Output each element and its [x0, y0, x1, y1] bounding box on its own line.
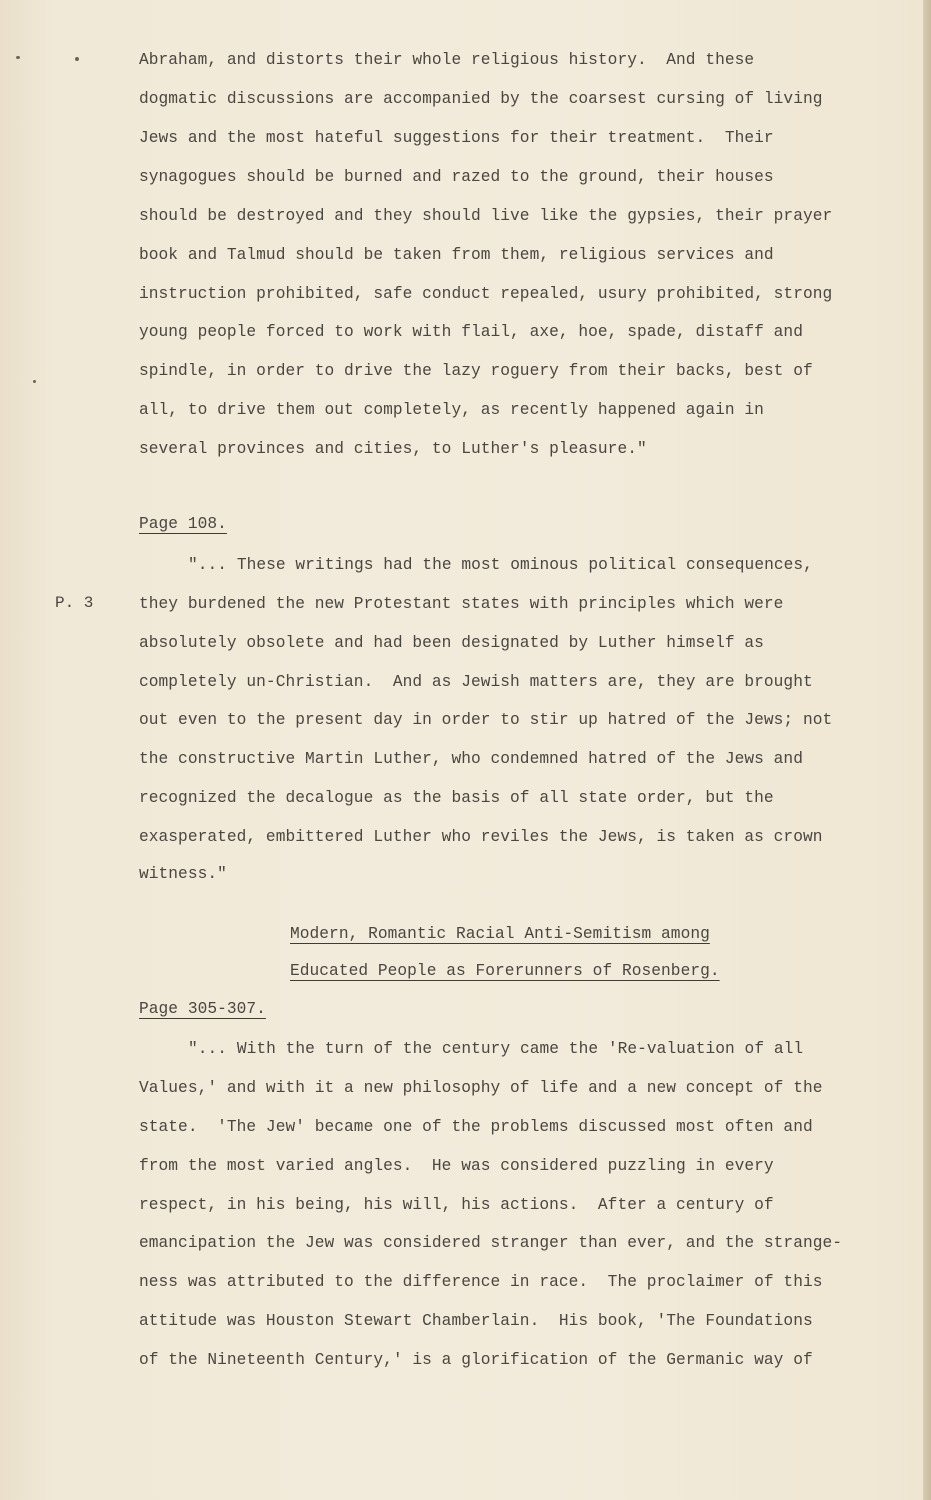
section-heading: Modern, Romantic Racial Anti-Semitism among — [290, 925, 710, 943]
text-line: they burdened the new Protestant states with principles which were — [139, 595, 784, 613]
text-line: witness." — [139, 865, 227, 883]
text-line: the constructive Martin Luther, who condemned hatred of the Jews and — [139, 750, 803, 768]
text-line: should be destroyed and they should live like the gypsies, their prayer — [139, 207, 833, 225]
text-line: respect, in his being, his will, his actions. After a century of — [139, 1196, 774, 1214]
text-line: exasperated, embittered Luther who reviles the Jews, is taken as crown — [139, 828, 823, 846]
text-line: attitude was Houston Stewart Chamberlain. His book, 'The Foundations — [139, 1312, 813, 1330]
page-reference: Page 108. — [139, 515, 227, 533]
text-line: of the Nineteenth Century,' is a glorification of the Germanic way of — [139, 1351, 813, 1369]
text-line: instruction prohibited, safe conduct repealed, usury prohibited, strong — [139, 285, 833, 303]
paper-edge — [923, 0, 931, 1500]
text-line: emancipation the Jew was considered stranger than ever, and the strange- — [139, 1234, 843, 1252]
text-line: absolutely obsolete and had been designated by Luther himself as — [139, 634, 764, 652]
text-line: completely un-Christian. And as Jewish matters are, they are brought — [139, 673, 813, 691]
text-line: "... With the turn of the century came the 'Re-valuation of all — [188, 1040, 804, 1058]
text-line: Abraham, and distorts their whole religious history. And these — [139, 51, 755, 69]
text-line: spindle, in order to drive the lazy roguery from their backs, best of — [139, 362, 813, 380]
text-line: book and Talmud should be taken from them, religious services and — [139, 246, 774, 264]
text-line: Values,' and with it a new philosophy of life and a new concept of the — [139, 1079, 823, 1097]
text-line: dogmatic discussions are accompanied by the coarsest cursing of living — [139, 90, 823, 108]
margin-note: P. 3 — [55, 594, 94, 612]
text-line: recognized the decalogue as the basis of all state order, but the — [139, 789, 774, 807]
text-line: "... These writings had the most ominous political consequences, — [188, 556, 813, 574]
page-reference: Page 305-307. — [139, 1000, 266, 1018]
section-heading: Educated People as Forerunners of Rosenberg. — [290, 962, 720, 980]
text-line: Jews and the most hateful suggestions for their treatment. Their — [139, 129, 774, 147]
ink-speck — [16, 56, 20, 59]
text-line: ness was attributed to the difference in race. The proclaimer of this — [139, 1273, 823, 1291]
text-line: out even to the present day in order to stir up hatred of the Jews; not — [139, 711, 833, 729]
text-line: young people forced to work with flail, axe, hoe, spade, distaff and — [139, 323, 803, 341]
ink-speck — [33, 380, 36, 383]
text-line: state. 'The Jew' became one of the problems discussed most often and — [139, 1118, 813, 1136]
ink-speck — [75, 57, 79, 61]
text-line: all, to drive them out completely, as recently happened again in — [139, 401, 764, 419]
text-line: from the most varied angles. He was considered puzzling in every — [139, 1157, 774, 1175]
text-line: several provinces and cities, to Luther's pleasure." — [139, 440, 647, 458]
text-line: synagogues should be burned and razed to the ground, their houses — [139, 168, 774, 186]
